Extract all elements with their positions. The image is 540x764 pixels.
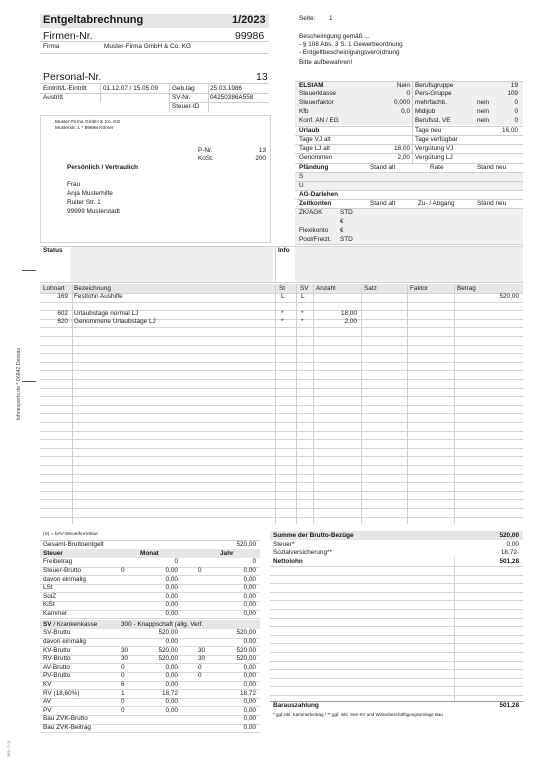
sv-row-5-jahr-count: 0 (198, 663, 202, 671)
sv-row-6-jahr-count: 0 (198, 672, 202, 680)
sozialvers-label: Sozialversicherung** (273, 549, 332, 556)
mehrfach-label: mehrfachb. (415, 99, 447, 106)
berufsst-value-1: nein (477, 117, 490, 124)
sender-line-1: Muster-Firma GmbH & Co. KG (55, 120, 121, 125)
pfaendung-u-label: U (299, 182, 304, 189)
sv-row-3-monat-value: 520,00 (158, 646, 178, 654)
wage-row-3-st: * (281, 318, 284, 325)
genommen-label: Genommen (299, 154, 333, 161)
steuer-label: Steuer* (273, 541, 295, 548)
sv-row-1-monat-value: 520,00 (158, 629, 178, 637)
address-box (40, 115, 271, 243)
personal-no: 13 (256, 71, 268, 83)
tage-neu-label: Tage neu (415, 127, 442, 134)
wage-row-1-betrag: 520,00 (499, 293, 519, 300)
sv-row-11-label: Bau ZVK-Brutto (43, 715, 88, 723)
birth-label: Geb.tag (172, 85, 195, 92)
tax-row-7-jahr-value: 0,00 (243, 609, 256, 617)
midijob-label: Midijob (415, 108, 436, 115)
sv-row-7-monat-count: 6 (121, 680, 125, 688)
tax-row-5-monat-value: 0,00 (165, 592, 178, 600)
tax-row-5-label: SolZ (43, 592, 57, 600)
mehrfach-value-1: nein (477, 99, 490, 106)
lj-alt-label: Tage LJ alt (299, 145, 330, 152)
tax-row-7-monat-value: 0,00 (165, 609, 178, 617)
tax-row-2-monat-count: 0 (121, 566, 125, 574)
firm-name: Muster-Firma GmbH & Co. KG (104, 43, 191, 50)
wage-row-2-sv: * (301, 310, 304, 317)
bav-note: (S) = bAV-Steuerkorrektur (43, 532, 98, 537)
sv-row-4-monat-count: 30 (121, 655, 129, 663)
sv-row-4-label: RV-Brutto (43, 655, 71, 663)
kost-label: KoSt. (198, 155, 214, 162)
tax-row-1-monat-value: 0 (174, 558, 178, 566)
sv-row-8-jahr-value: 18,72 (240, 689, 256, 697)
sv-row-12-jahr-value: 0,00 (243, 723, 256, 731)
zeitkonten-r3-label: Flexikonto (299, 227, 329, 234)
pfaendung-col-stand-neu: Stand neu (477, 164, 507, 171)
document-title: Entgeltabrechnung (43, 14, 144, 26)
col-satz: Satz (364, 285, 377, 292)
notice-line-2: - § 108 Abs. 3 S. 1 Gewerbeordnung (299, 41, 403, 48)
sv-label: SV-Nr. (172, 94, 191, 101)
barauszahlung-value: 501,28 (499, 702, 519, 709)
sv-row-2-jahr-value: 0,00 (243, 637, 256, 645)
tax-row-6-label: KiSt (43, 601, 55, 609)
verg-lj-label: Vergütung LJ (415, 154, 453, 161)
pfaendung-col-stand-alt: Stand alt (370, 164, 396, 171)
sv-header (43, 622, 97, 628)
verg-vj-label: Vergütung VJ (415, 145, 454, 152)
persgruppe-label: Pers-Gruppe (415, 90, 452, 97)
ag-darlehen-label: AG-Darlehen (299, 191, 339, 198)
berufsst-label: Berufsst. VE (415, 117, 451, 124)
mehrfach-value-2: 0 (514, 99, 518, 106)
verfuegbar-label: Tage verfügbar (415, 136, 458, 143)
steuerfaktor-value: 0,000 (394, 99, 410, 106)
sv-row-5-jahr-value: 0,00 (243, 663, 256, 671)
tax-row-4-jahr-value: 0,00 (243, 584, 256, 592)
col-faktor: Faktor (410, 285, 429, 292)
col-sv: SV (300, 285, 309, 292)
notice-line-4: Bitte aufbewahren! (299, 59, 353, 66)
steuerfaktor-label: Steuerfaktor (299, 99, 334, 106)
zeitkonten-r4-unit: STD (340, 236, 353, 243)
tax-row-2-monat-value: 0,00 (165, 566, 178, 574)
notice-line-1: Bescheinigung gemäß ... (299, 33, 370, 40)
sv-row-7-monat-value: 0,00 (165, 680, 178, 688)
status-label: Status (43, 247, 63, 254)
sv-row-10-label: PV (43, 706, 52, 714)
wage-row-1-code: 169 (57, 293, 68, 300)
tax-row-5-jahr-value: 0,00 (243, 592, 256, 600)
zeitkonten-r4-label: Pool/Freizt. (299, 236, 332, 243)
tax-row-6-jahr-value: 0,00 (243, 601, 256, 609)
kfb-value: 0,0 (401, 108, 410, 115)
tax-row-7-label: Kammer (43, 609, 68, 617)
midijob-value-1: nein (477, 108, 490, 115)
sv-row-6-label: PV-Brutto (43, 672, 71, 680)
barauszahlung-label: Barauszahlung (273, 702, 319, 709)
address-line-2: Anja Musterhilfe (67, 190, 113, 197)
sender-line-2: Musterstr. 1 * 99998 Körner (55, 126, 114, 131)
entry-label: Eintritt/L-Eintritt (43, 85, 87, 92)
sv-row-2-monat-value: 0,00 (165, 637, 178, 645)
pfaendung-col-rate: Rate (430, 164, 444, 171)
tax-row-1-label: Freibetrag (43, 558, 73, 566)
kfb-label: Kfb (299, 108, 309, 115)
wage-row-1-name: Festlohn Aushilfe (74, 293, 123, 300)
elstam-label: ELStAM (299, 82, 324, 89)
address-line-4: 99999 Musterstadt (67, 208, 120, 215)
sv-row-5-label: AV-Brutto (43, 663, 70, 671)
birth-value: 25.03.1986 (210, 85, 242, 92)
tax-row-2-jahr-value: 0,00 (243, 566, 256, 574)
sv-row-9-monat-value: 0,00 (165, 698, 178, 706)
zeitkonten-col-stand-neu: Stand neu (477, 200, 507, 207)
tax-row-2-label: Steuer-Brutto (43, 566, 82, 574)
summe-value: 520,00 (499, 532, 519, 539)
sv-row-3-jahr-count: 30 (198, 646, 206, 654)
sv-row-10-monat-count: 0 (121, 706, 125, 714)
sv-row-7-label: KV (43, 680, 52, 688)
berufsgruppe-label: Berufsgruppe (415, 82, 454, 89)
nettolohn-value: 501,28 (499, 558, 519, 565)
sv-value: 04250386A558 (210, 94, 254, 101)
sv-row-12-label: Bau ZVK-Beitrag (43, 723, 91, 731)
notice-line-3: - Entgeltbescheinigungsverordnung (299, 49, 400, 56)
sv-row-10-jahr-value: 0,00 (243, 706, 256, 714)
sv-row-7-jahr-value: 0,00 (243, 680, 256, 688)
sv-row-4-monat-value: 520,00 (158, 655, 178, 663)
steuer-header: Steuer (43, 550, 63, 557)
steuerklasse-value: 0 (406, 90, 410, 97)
sv-row-8-label: RV (18,60%) (43, 689, 80, 697)
sv-row-4-jahr-value: 520,00 (236, 655, 256, 663)
genommen-value: 2,00 (397, 154, 410, 161)
gesamt-value: 520,00 (236, 541, 256, 548)
zeitkonten-r1-label: ZK/AGK (299, 209, 323, 216)
form-code: 083 • 1/11 (7, 740, 11, 757)
sv-row-5-monat-count: 0 (121, 663, 125, 671)
sv-row-3-jahr-value: 520,00 (236, 646, 256, 654)
kk-value: 300 - Knappschaft (allg. Verf. (121, 621, 204, 628)
sv-row-9-jahr-value: 0,00 (243, 698, 256, 706)
wage-row-1-st: L (281, 293, 285, 300)
firm-no-label: Firmen-Nr. (43, 30, 93, 42)
sv-row-8-monat-count: 1 (121, 689, 125, 697)
sv-row-6-monat-count: 0 (121, 672, 125, 680)
midijob-value-2: 0 (514, 108, 518, 115)
col-anzahl: Anzahl (316, 285, 336, 292)
side-text: lohnexperts.de * 06842 Dessau (16, 347, 22, 420)
berufsgruppe-value: 19 (510, 82, 518, 89)
exit-label: Austritt (43, 94, 63, 101)
persgruppe-value: 109 (507, 90, 518, 97)
konf-label: Konf. AN / EG (299, 117, 339, 124)
tax-row-3-monat-value: 0,00 (165, 575, 178, 583)
net-area (270, 557, 523, 701)
nettolohn-label: Nettolohn (273, 558, 303, 565)
zeitkonten-col-stand-alt: Stand alt (370, 200, 396, 207)
taxid-label: Steuer-ID (172, 103, 200, 110)
entry-value: 01.12.07 / 15.05.09 (103, 85, 159, 92)
monat-header: Monat (140, 550, 159, 557)
firm-no: 99986 (235, 30, 265, 42)
wage-row-3-sv: * (301, 318, 304, 325)
gesamt-label: Gesamt-Bruttoentgelt (43, 541, 104, 548)
sv-row-3-label: KV-Brutto (43, 646, 71, 654)
sv-row-9-label: AV (43, 698, 52, 706)
pnr-value: 13 (258, 147, 266, 154)
page-number: 1 (329, 15, 333, 22)
personal-no-label: Personal-Nr. (43, 71, 102, 83)
pfaendung-s-label: S (299, 173, 304, 180)
tax-row-4-label: LSt (43, 584, 53, 592)
tax-row-6-monat-value: 0,00 (165, 601, 178, 609)
info-label: Info (278, 247, 290, 254)
col-bezeichnung: Bezeichnung (74, 285, 111, 292)
address-line-3: Ruiter Str. 1 (67, 199, 101, 206)
tage-neu-value: 16,00 (502, 127, 518, 134)
wage-row-2-code: 602 (57, 310, 68, 317)
jahr-header: Jahr (220, 550, 234, 557)
col-st: St (279, 285, 286, 292)
firm-label: Firma (43, 43, 60, 50)
wage-row-2-anzahl: 18,00 (341, 310, 357, 317)
zeitkonten-r1-unit: STD (340, 209, 353, 216)
sv-row-11-jahr-value: 0,00 (243, 715, 256, 723)
tax-row-3-label: davon einmalig (43, 575, 86, 583)
sv-row-1-jahr-value: 520,00 (236, 629, 256, 637)
elstam-value: Nein (396, 82, 410, 89)
page-label: Seite: (299, 15, 316, 22)
summe-label: Summe der Brutto-Bezüge (273, 532, 354, 539)
col-lohnart: Lohnart (43, 285, 65, 292)
kost-value: 200 (255, 155, 266, 162)
sv-row-1-label: SV-Brutto (43, 629, 71, 637)
wage-row-2-st: * (281, 310, 284, 317)
tax-row-3-jahr-value: 0,00 (243, 575, 256, 583)
wage-row-3-anzahl: 2,00 (344, 318, 357, 325)
sv-row-4-jahr-count: 30 (198, 655, 206, 663)
wage-row-2-name: Urlaubstage normal LJ (74, 310, 139, 317)
steuer-value: 0,00 (506, 541, 519, 548)
vj-alt-label: Tage VJ alt (299, 136, 331, 143)
sv-row-6-monat-value: 0,00 (165, 672, 178, 680)
pnr-label: P-Nr. (198, 147, 213, 154)
urlaub-label: Urlaub (299, 127, 320, 134)
sv-row-5-monat-value: 0,00 (165, 663, 178, 671)
sv-header-label: SV (43, 621, 52, 628)
tax-row-4-monat-value: 0,00 (165, 584, 178, 592)
tax-row-1-jahr-value: 0 (252, 558, 256, 566)
confidential-label: Persönlich / Vertraulich (67, 164, 139, 171)
tax-row-2-jahr-count: 0 (198, 566, 202, 574)
address-line-1: Frau (67, 181, 81, 188)
sozialvers-value: 18,72- (500, 549, 519, 556)
steuerklasse-label: Steuerklasse (299, 90, 336, 97)
zeitkonten-label: Zeitkonten (299, 200, 332, 207)
pfaendung-label: Pfändung (299, 164, 329, 171)
col-betrag: Betrag (457, 285, 476, 292)
wage-row-3-name: Genommene Urlaubstage LJ (74, 318, 156, 325)
sv-row-2-label: davon einmalig (43, 637, 86, 645)
zeitkonten-r3-unit: € (340, 227, 344, 234)
sv-row-3-monat-count: 30 (121, 646, 129, 654)
footnote: * ggf.inkl. Kammerbeitrag / ** ggf. inkl. See-SV und Winterbeschäftigungsumlage Bau (273, 712, 443, 717)
berufsst-value-2: 0 (514, 117, 518, 124)
zeitkonten-r2-unit: € (340, 218, 344, 225)
period: 1/2023 (232, 14, 266, 26)
sv-row-10-monat-value: 0,00 (165, 706, 178, 714)
wage-row-1-sv: L (301, 293, 305, 300)
zeitkonten-col-zu-abgang: Zu- / Abgang (418, 200, 455, 207)
kk-header-label: / Krankenkasse (53, 621, 98, 628)
sv-row-6-jahr-value: 0,00 (243, 672, 256, 680)
sv-row-9-monat-count: 0 (121, 698, 125, 706)
wage-row-3-code: 620 (57, 318, 68, 325)
sv-row-8-monat-value: 18,72 (162, 689, 178, 697)
lj-alt-value: 18,00 (394, 145, 410, 152)
